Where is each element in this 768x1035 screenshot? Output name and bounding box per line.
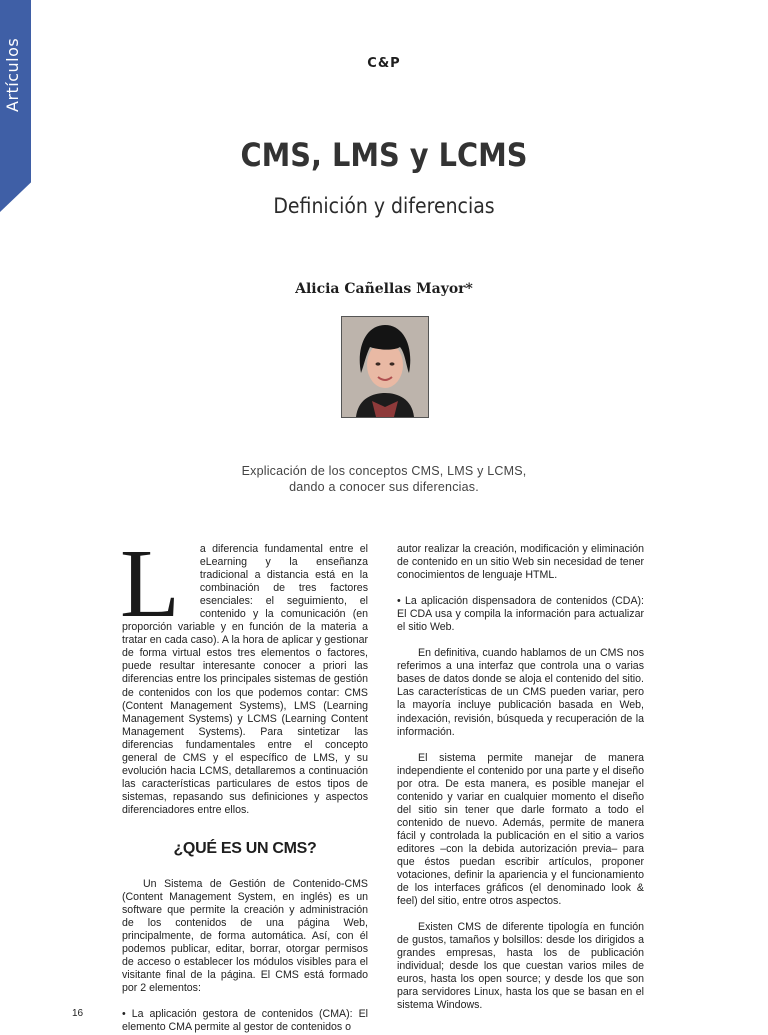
drop-cap: L	[120, 530, 180, 638]
section-code: C&P	[367, 56, 401, 71]
paragraph-definition: En definitiva, cuando hablamos de un CMS nos referimos a una interfaz que controla una o varias bases de datos donde se aloja el contenido del sitio. Las características de un CMS pueden variar, pero la mayoría incluye publicación basada en Web, indexación, revisión, búsqueda y recuperación de la información.	[397, 647, 644, 738]
cda-bullet: • La aplicación dispensadora de contenidos (CDA): El CDA usa y compila la información para actualizar el sitio Web.	[397, 595, 644, 634]
author-photo	[341, 316, 429, 418]
paragraph-types: Existen CMS de diferente tipología en función de gustos, tamaños y bolsillos: desde los dirigidos a grandes empresas, hasta los de publicación individual; desde los que cuestan varios miles de euros, hasta los open source; y desde los que son para servidores Linux, hasta los que se basan en el sistema Windows.	[397, 921, 644, 1012]
text-column-right	[397, 543, 644, 1013]
section-tab-label	[3, 86, 22, 112]
page-number: 16	[72, 1008, 84, 1019]
text-column-left	[120, 530, 368, 1035]
article-subtitle: Definición y diferencias	[273, 194, 495, 218]
intro-paragraph: a diferencia fundamental entre el eLearning y la enseñanza tradicional a distancia está en la combinación de tres factores esenciales: el seguimiento, el contenido y la comunicación (en proporción variable y en función de la materia a tratar en cada caso). A la hora de aplicar y gestionar de forma virtual estos tres elementos o factores, puede resultar interesante conocer a priori las diferencias entre los principales sistemas de gestión de contenidos con los que podemos contar: CMS (Content Management Systems), LMS (Learning Management Systems) y LCMS (Learning Content Management Systems). Para sintetizar las diferencias fundamentales entre el concepto general de CMS y el específico de LMS, y su evolución hacia LCMS, detallaremos a continuación las características particulares de estos tipos de sistemas, repasando sus definiciones y aspectos diferenciadores entre ellos.	[122, 543, 368, 816]
summary-line-1: Explicación de los conceptos CMS, LMS y LCMS,	[241, 464, 527, 478]
paragraph-system: El sistema permite manejar de manera independiente el contenido por una parte y el diseño por otra. De esta manera, es posible manejar el contenido y variar en cualquier momento el diseño del sitio sin tener que darle formato a todo el contenido de nuevo. Además, permite de manera fácil y controlada la publicación en el sitio a varios editores –con la debida autorización previa– para que éstos puedan escribir artículos, proponer votaciones, definir la apariencia y el funcionamiento de los interfaces gráficos (el denominado look & feel) del sitio, entre otros aspectos.	[397, 751, 644, 908]
cma-bullet: • La aplicación gestora de contenidos (CMA): El elemento CMA permite al gestor de contenidos o	[122, 1008, 368, 1034]
author-name: Alicia Cañellas Mayor*	[295, 281, 473, 297]
cma-bullet-continued: autor realizar la creación, modificación y eliminación de contenido en un sitio Web sin necesidad de tener conocimientos de lenguaje HTML.	[397, 543, 644, 582]
cms-paragraph: Un Sistema de Gestión de Contenido-CMS (Content Management System, en inglés) es un software que permite la creación y administración de los contenidos de una página Web, principalmente, de forma automática. Así, con él podemos publicar, editar, borrar, otorgar permisos de acceso o establecer los módulos visibles para el visitante final de la página. El CMS está formado por 2 elementos:	[122, 877, 368, 995]
section-heading: ¿QUÉ ES UN CMS?	[173, 839, 317, 857]
article-title: CMS, LMS y LCMS	[240, 136, 528, 174]
author-portrait-image	[342, 317, 428, 417]
summary-line-2: dando a conocer sus diferencias.	[289, 480, 479, 494]
article-summary	[200, 463, 568, 495]
